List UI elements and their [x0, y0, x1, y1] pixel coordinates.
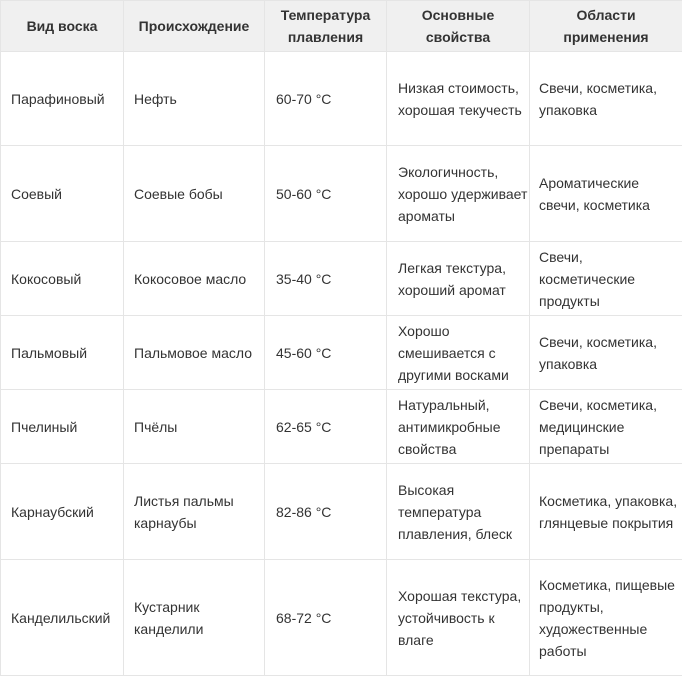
cell-properties: Низкая стоимость, хорошая текучесть — [387, 52, 530, 146]
cell-wax-type: Соевый — [1, 146, 124, 242]
cell-melting-point: 50-60 °C — [265, 146, 387, 242]
cell-origin: Кустарник канделили — [124, 560, 265, 676]
table-row — [1, 390, 682, 464]
cell-properties: Хорошо смешивается с другими восками — [387, 316, 530, 390]
header-melting-point: Температура плавления — [265, 1, 387, 52]
cell-wax-type: Пальмовый — [1, 316, 124, 390]
cell-applications: Косметика, упаковка, глянцевые покрытия — [530, 464, 682, 560]
cell-wax-type: Карнаубский — [1, 464, 124, 560]
table-body — [1, 52, 682, 676]
header-applications: Области применения — [530, 1, 682, 52]
cell-properties: Легкая текстура, хороший аромат — [387, 242, 530, 316]
header-row — [1, 1, 682, 52]
table-row — [1, 316, 682, 390]
header-properties: Основные свойства — [387, 1, 530, 52]
table-row — [1, 464, 682, 560]
cell-melting-point: 45-60 °C — [265, 316, 387, 390]
cell-melting-point: 82-86 °C — [265, 464, 387, 560]
header-origin: Происхождение — [124, 1, 265, 52]
cell-applications: Свечи, косметика, упаковка — [530, 52, 682, 146]
cell-properties: Хорошая текстура, устойчивость к влаге — [387, 560, 530, 676]
cell-origin: Кокосовое масло — [124, 242, 265, 316]
cell-wax-type: Пчелиный — [1, 390, 124, 464]
cell-origin: Листья пальмы карнаубы — [124, 464, 265, 560]
cell-origin: Нефть — [124, 52, 265, 146]
cell-melting-point: 68-72 °C — [265, 560, 387, 676]
cell-melting-point: 62-65 °C — [265, 390, 387, 464]
cell-origin: Пчёлы — [124, 390, 265, 464]
cell-applications: Свечи, косметика, упаковка — [530, 316, 682, 390]
cell-melting-point: 60-70 °C — [265, 52, 387, 146]
cell-properties: Экологичность, хорошо удерживает ароматы — [387, 146, 530, 242]
table-row — [1, 560, 682, 676]
cell-origin: Пальмовое масло — [124, 316, 265, 390]
cell-origin: Соевые бобы — [124, 146, 265, 242]
table-row — [1, 242, 682, 316]
cell-applications: Ароматические свечи, косметика — [530, 146, 682, 242]
cell-properties: Натуральный, антимикробные свойства — [387, 390, 530, 464]
table-header — [1, 1, 682, 52]
cell-wax-type: Парафиновый — [1, 52, 124, 146]
cell-applications: Свечи, косметика, медицинские препараты — [530, 390, 682, 464]
table-row — [1, 52, 682, 146]
cell-applications: Косметика, пищевые продукты, художественные работы — [530, 560, 682, 676]
cell-applications: Свечи, косметические продукты — [530, 242, 682, 316]
cell-wax-type: Канделильский — [1, 560, 124, 676]
cell-properties: Высокая температура плавления, блеск — [387, 464, 530, 560]
cell-wax-type: Кокосовый — [1, 242, 124, 316]
header-wax-type: Вид воска — [1, 1, 124, 52]
cell-melting-point: 35-40 °C — [265, 242, 387, 316]
table-row — [1, 146, 682, 242]
